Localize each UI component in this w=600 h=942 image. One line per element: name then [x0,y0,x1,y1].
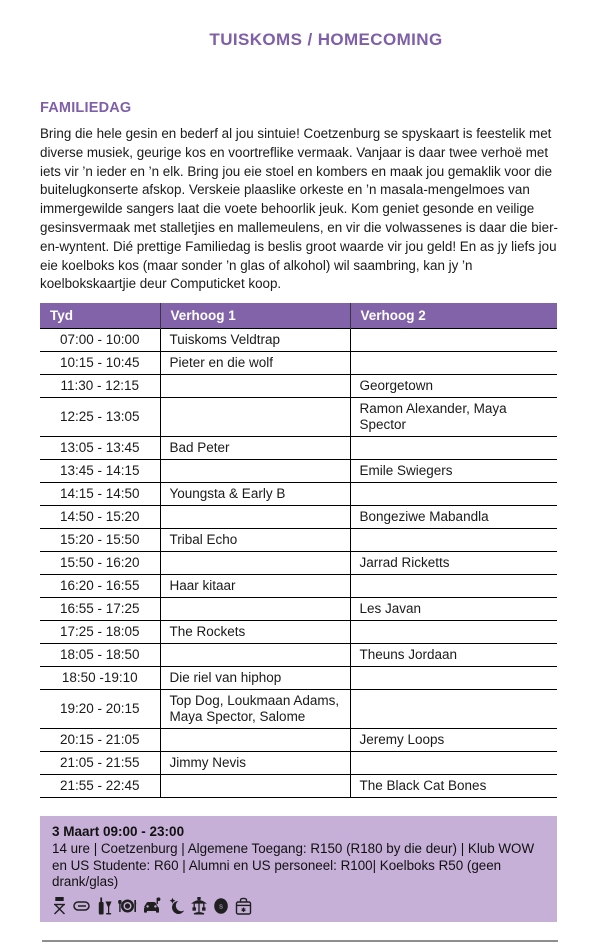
cell-verhoog2: Ramon Alexander, Maya Spector [350,398,557,437]
amenity-icon-row [52,895,545,915]
cell-tyd: 12:25 - 13:05 [40,398,160,437]
cell-tyd: 17:25 - 18:05 [40,621,160,644]
table-row [40,690,557,729]
table-row [40,398,557,437]
schedule-table-header [40,303,557,329]
table-row [40,483,557,506]
table-row [40,460,557,483]
cell-tyd: 15:50 - 16:20 [40,552,160,575]
cell-verhoog1 [160,552,350,575]
table-row [40,375,557,398]
cell-verhoog1: Jimmy Nevis [160,752,350,775]
cell-verhoog2: Bongeziwe Mabandla [350,506,557,529]
table-row [40,506,557,529]
schedule-table-body [40,329,557,798]
event-info-box [40,816,557,922]
cell-verhoog2 [350,690,557,729]
table-row [40,644,557,667]
cell-tyd: 19:20 - 20:15 [40,690,160,729]
table-row [40,752,557,775]
cell-verhoog1: Youngsta & Early B [160,483,350,506]
cell-tyd: 14:15 - 14:50 [40,483,160,506]
cell-verhoog2 [350,483,557,506]
cell-verhoog1 [160,398,350,437]
column-header-tyd: Tyd [40,303,160,329]
cell-tyd: 16:20 - 16:55 [40,575,160,598]
table-row [40,552,557,575]
cell-verhoog1 [160,644,350,667]
blanket-roll-icon [73,897,90,915]
vinyl-record-icon [213,897,229,915]
cell-tyd: 15:20 - 15:50 [40,529,160,552]
cell-verhoog1: Top Dog, Loukmaan Adams, Maya Spector, Salome [160,690,350,729]
cell-verhoog1: Tribal Echo [160,529,350,552]
svg-text:s: s [219,901,223,911]
cell-verhoog1 [160,775,350,798]
cell-verhoog2 [350,352,557,375]
cell-verhoog2: Jarrad Ricketts [350,552,557,575]
cell-verhoog2: The Black Cat Bones [350,775,557,798]
cell-tyd: 21:05 - 21:55 [40,752,160,775]
intro-paragraph: Bring die hele gesin en bederf al jou sintuie! Coetzenburg se spyskaart is feestelik met diverse musiek, geurige kos en voortreflike vermaak. Vanjaar is daar twee verhoë met iets vir ’n ieder en ’n elk. Bring jou eie stoel en kombers en maak jou gemaklik voor die buitelugkonserte afskop. Verskeie plaaslike orkeste en ’n masala-mengelmoes van immergewilde sangers laat die voete behoorlik jeuk. Kom geniet gesonde en veilige gesinsvermaak met stalletjies en mallemeulens, en vir die volwassenes is daar die bier-en-wyntent. Dié prettige Familiedag is beslis groot waarde vir jou geld! En as jy liefs jou eie koelboks kos (maar sonder ’n glas of alkohol) wil saambring, kan jy ’n koelbokskaartjie deur Computicket koop. [40,126,559,292]
cell-verhoog2 [350,529,557,552]
cell-verhoog2 [350,752,557,775]
cell-verhoog2: Jeremy Loops [350,729,557,752]
cell-verhoog2: Les Javan [350,598,557,621]
table-row [40,529,557,552]
column-header-verhoog1: Verhoog 1 [160,303,350,329]
cell-verhoog1 [160,375,350,398]
cell-tyd: 21:55 - 22:45 [40,775,160,798]
night-sky-icon [168,897,185,915]
cell-tyd: 10:15 - 10:45 [40,352,160,375]
cell-tyd: 13:05 - 13:45 [40,437,160,460]
cell-verhoog2 [350,575,557,598]
cell-tyd: 13:45 - 14:15 [40,460,160,483]
schedule-table [40,303,557,798]
table-row [40,729,557,752]
cell-tyd: 14:50 - 15:20 [40,506,160,529]
cell-verhoog2: Emile Swiegers [350,460,557,483]
car-icon [143,897,162,915]
table-row [40,621,557,644]
folding-chair-icon [52,897,67,915]
cell-verhoog1 [160,729,350,752]
cell-verhoog1: Haar kitaar [160,575,350,598]
table-row [40,667,557,690]
cell-tyd: 20:15 - 21:05 [40,729,160,752]
cell-tyd: 16:55 - 17:25 [40,598,160,621]
cell-verhoog2 [350,437,557,460]
section-heading: FAMILIEDAG [40,100,132,116]
cell-tyd: 11:30 - 12:15 [40,375,160,398]
cell-verhoog2 [350,329,557,352]
cell-verhoog1: Die riel van hiphop [160,667,350,690]
table-row [40,329,557,352]
page-title: TUISKOMS / HOMECOMING [209,30,443,49]
event-date: 3 Maart 09:00 - 23:00 [52,824,185,840]
cell-verhoog1: Tuiskoms Veldtrap [160,329,350,352]
cell-verhoog1: Pieter en die wolf [160,352,350,375]
cell-verhoog2: Georgetown [350,375,557,398]
cell-verhoog2 [350,667,557,690]
table-row [40,598,557,621]
plate-and-cutlery-icon [118,897,137,915]
table-row [40,437,557,460]
cell-verhoog2 [350,621,557,644]
cell-tyd: 18:05 - 18:50 [40,644,160,667]
table-row [40,775,557,798]
cell-verhoog1: Bad Peter [160,437,350,460]
column-header-verhoog2: Verhoog 2 [350,303,557,329]
wine-bottle-and-glass-icon [96,897,112,915]
cell-verhoog1: The Rockets [160,621,350,644]
table-row [40,352,557,375]
carousel-icon [191,897,207,915]
cell-verhoog1 [160,460,350,483]
cell-verhoog1 [160,598,350,621]
cell-tyd: 07:00 - 10:00 [40,329,160,352]
event-details: 14 ure | Coetzenburg | Algemene Toegang: R150 (R180 by die deur) | Klub WOW en US Studente: R60 | Alumni en US personeel: R100| Koelboks R50 (geen drank/glas) [52,841,535,890]
cell-verhoog1 [160,506,350,529]
table-row [40,575,557,598]
cell-verhoog2: Theuns Jordaan [350,644,557,667]
cell-tyd: 18:50 -19:10 [40,667,160,690]
cooler-box-icon [235,897,252,915]
